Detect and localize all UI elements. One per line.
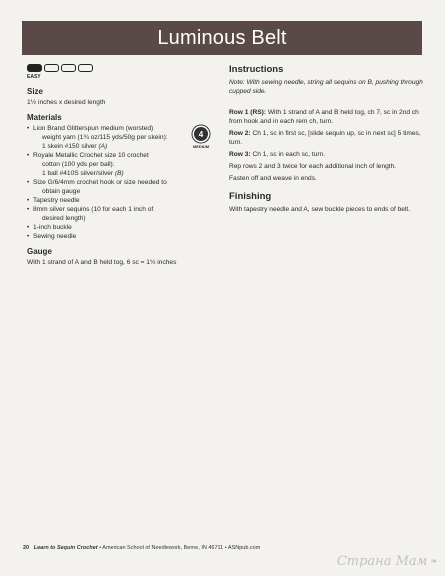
gauge-heading: Gauge <box>27 247 52 256</box>
instruction-row-3: Row 3: Ch 1, sc in each sc, turn. <box>229 151 326 158</box>
size-heading: Size <box>27 87 44 96</box>
instruction-row-2: Row 2: Ch 1, sc in first sc, [slide sequin up, sc in next sc] 5 times, turn. <box>229 130 421 146</box>
skill-label: EASY <box>27 74 41 80</box>
skill-bar-1 <box>27 64 42 72</box>
skill-bar-4 <box>78 64 93 72</box>
list-item: • 8mm silver sequins (10 for each 1 inch of desired length) <box>27 205 213 223</box>
instruction-repeat: Rep rows 2 and 3 twice for each additional inch of length. <box>229 163 397 170</box>
yarn-weight-number: 4 <box>194 127 208 141</box>
materials-list <box>27 124 213 241</box>
materials-section <box>27 113 213 241</box>
book-title: Learn to Sequin Crochet <box>33 545 98 551</box>
list-item: • 1-inch buckle <box>27 223 213 232</box>
watermark <box>337 554 437 569</box>
right-column <box>229 64 427 214</box>
gauge-text: With 1 strand of A and B held tog, 6 sc = 1½ inches <box>27 259 177 266</box>
finishing-text: With tapestry needle and A, sew buckle pieces to ends of belt. <box>229 206 411 213</box>
bird-icon: ❧ <box>429 556 437 567</box>
page-title <box>22 21 422 55</box>
materials-heading: Materials <box>27 113 62 122</box>
instructions-note: Note: With sewing needle, string all sequins on B, pushing through cupped side. <box>229 79 423 95</box>
list-item: • Tapestry needle <box>27 196 213 205</box>
finishing-heading: Finishing <box>229 191 272 202</box>
yarn-weight-label: MEDIUM <box>192 144 210 149</box>
skill-bar-3 <box>61 64 76 72</box>
page-number: 20 <box>23 545 30 551</box>
watermark-text: Страна Мам <box>336 554 428 569</box>
left-column <box>27 64 213 267</box>
page-footer <box>23 545 260 551</box>
size-text: 1½ inches x desired length <box>27 99 106 106</box>
list-item: • Size G/6/4mm crochet hook or size needed to obtain gauge <box>27 178 213 196</box>
skill-bar-2 <box>44 64 59 72</box>
list-item: • Royale Metallic Crochet size 10 crochet cotton (100 yds per ball): 1 ball #410S silver/silver (B) <box>27 151 213 178</box>
instruction-fasten: Fasten off and weave in ends. <box>229 175 317 182</box>
publisher-info: • American School of Needlework, Berne, IN 46711 • ASNpub.com <box>99 545 261 551</box>
instruction-row-1: Row 1 (RS): With 1 strand of A and B held tog, ch 7, sc in 2nd ch from hook and in each rem ch, turn. <box>229 109 419 125</box>
list-item: • Sewing needle <box>27 232 213 241</box>
list-item: • Lion Brand Glitterspun medium (worsted) weight yarn (1¾ oz/115 yds/50g per skein): 1 skein #150 silver (A) <box>27 124 213 151</box>
instructions-heading: Instructions <box>229 64 284 75</box>
skill-level-indicator <box>27 64 213 72</box>
title-text: Luminous Belt <box>157 26 287 49</box>
